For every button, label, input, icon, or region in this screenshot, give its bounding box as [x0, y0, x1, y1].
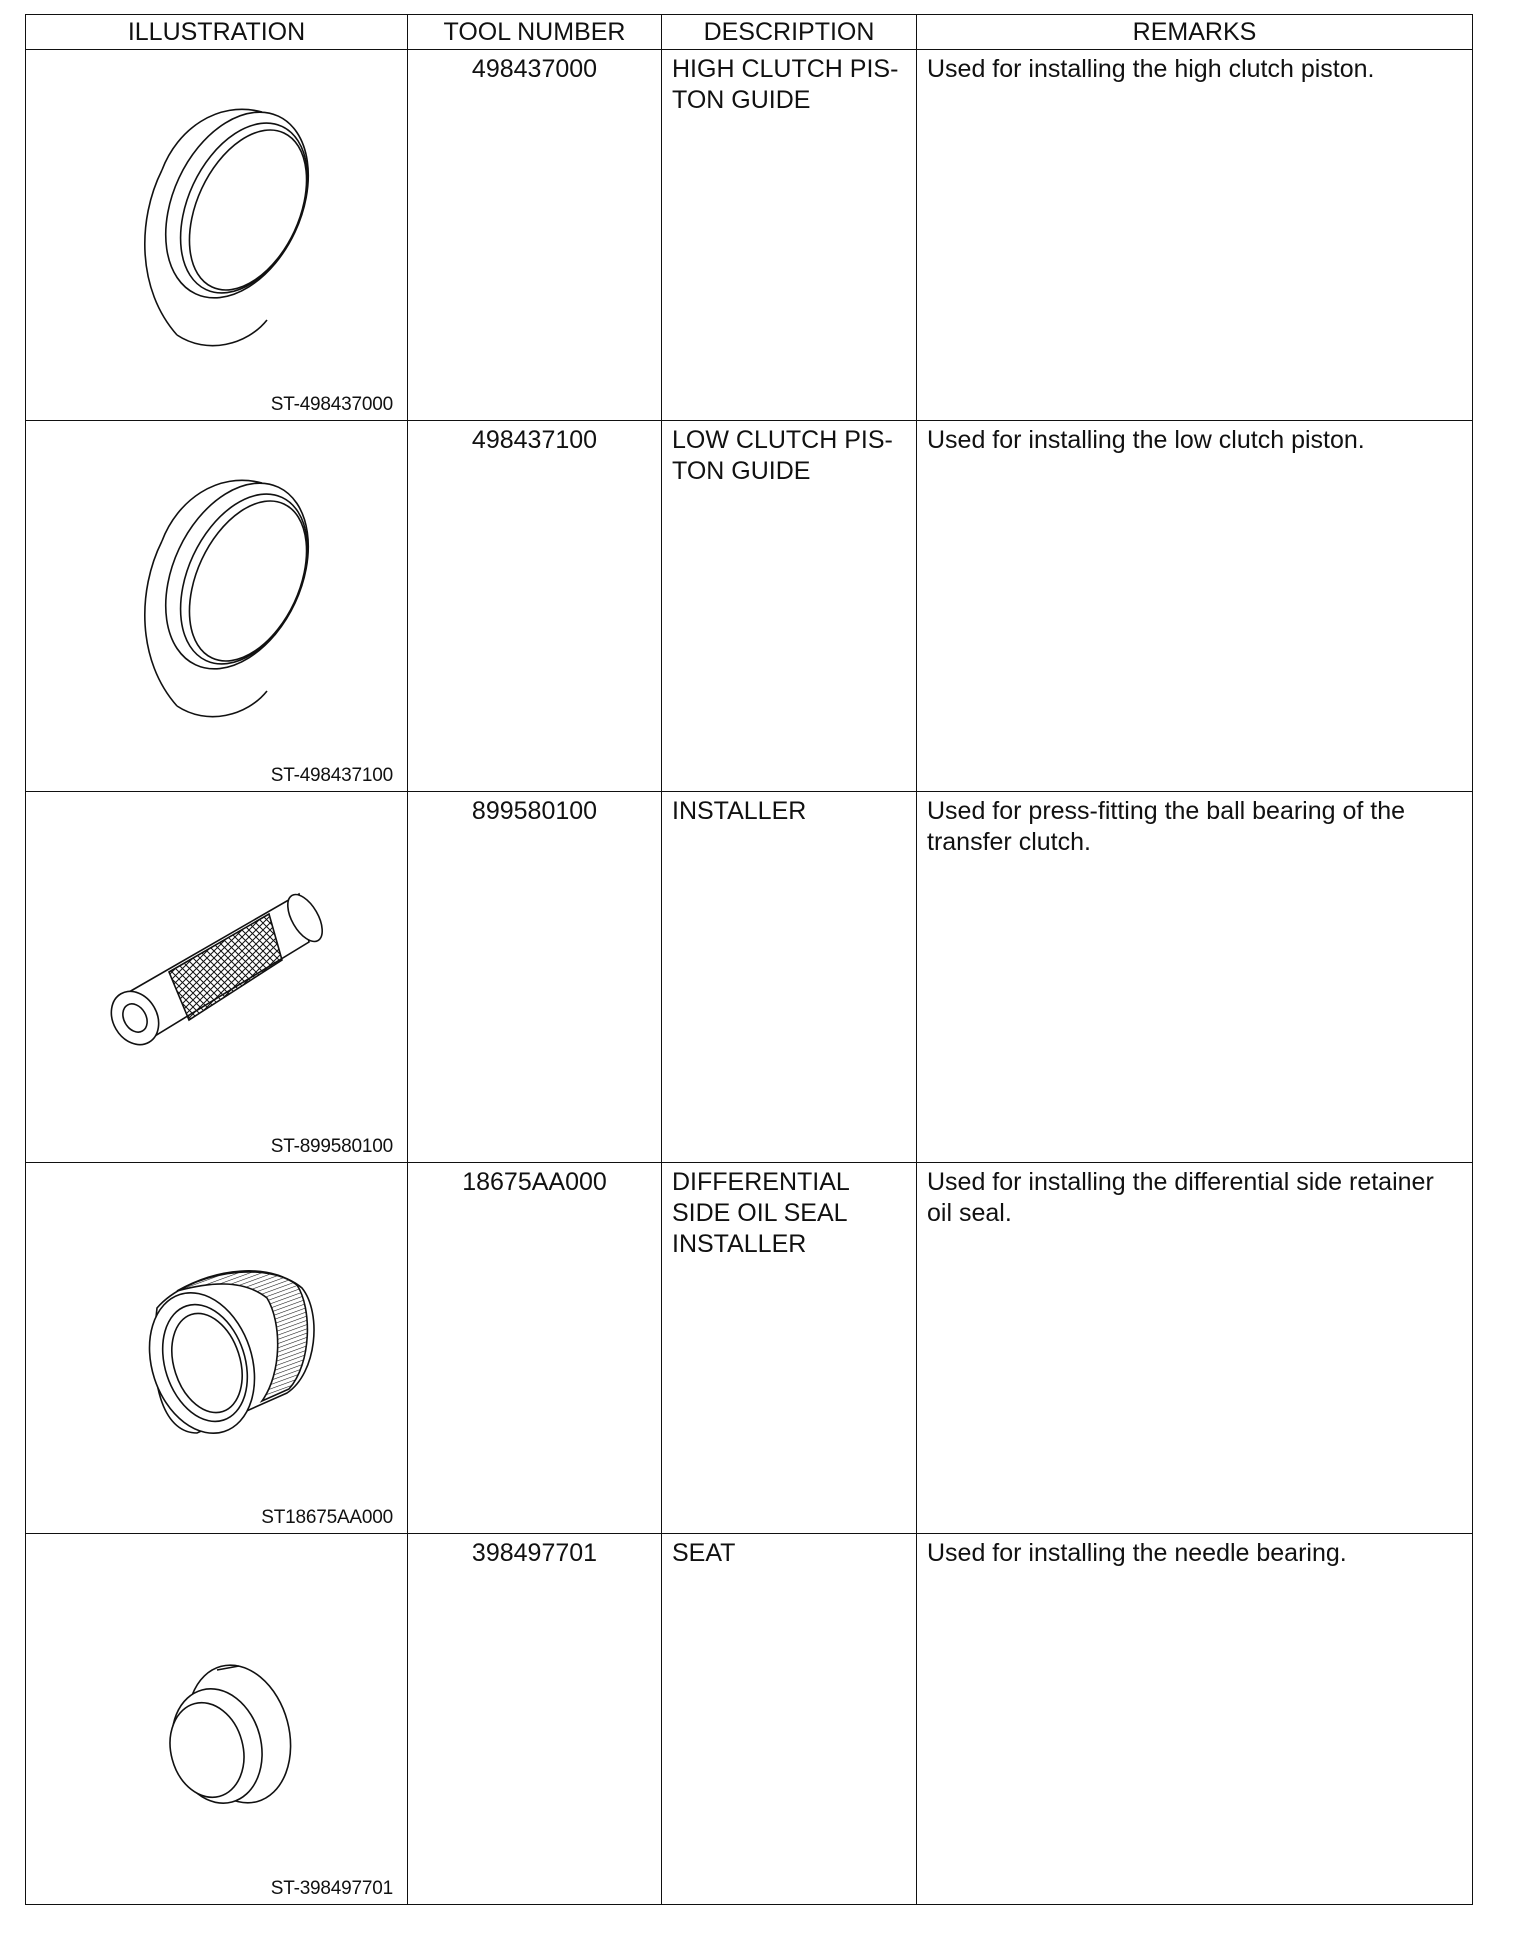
header-description: DESCRIPTION	[662, 15, 917, 50]
remarks: Used for press-fitting the ball bearing of the transfer clutch.	[917, 792, 1473, 1163]
oil-seal-installer-icon	[67, 1203, 367, 1483]
illustration-cell	[26, 792, 408, 1163]
description: LOW CLUTCH PIS- TON GUIDE	[662, 421, 917, 792]
header-illustration: ILLUSTRATION	[26, 15, 408, 50]
header-tool-number: TOOL NUMBER	[408, 15, 662, 50]
piston-guide-ring-icon	[67, 461, 367, 741]
table-row	[26, 1163, 1473, 1534]
header-remarks: REMARKS	[917, 15, 1473, 50]
remarks: Used for installing the high clutch piston.	[917, 50, 1473, 421]
illustration-cell	[26, 421, 408, 792]
illustration-code: ST-899580100	[270, 1136, 393, 1157]
table-header-row	[26, 15, 1473, 50]
tool-number: 498437100	[408, 421, 662, 792]
table-row	[26, 792, 1473, 1163]
description: DIFFERENTIAL SIDE OIL SEAL INSTALLER	[662, 1163, 917, 1534]
tool-number: 899580100	[408, 792, 662, 1163]
illustration-code: ST-498437000	[270, 394, 393, 415]
tool-number: 398497701	[408, 1534, 662, 1905]
table-row	[26, 50, 1473, 421]
tool-number: 498437000	[408, 50, 662, 421]
remarks: Used for installing the needle bearing.	[917, 1534, 1473, 1905]
stepped-seat-icon	[67, 1574, 367, 1854]
remarks: Used for installing the low clutch piston.	[917, 421, 1473, 792]
special-tools-table	[25, 14, 1473, 1905]
table-row	[26, 421, 1473, 792]
description: SEAT	[662, 1534, 917, 1905]
remarks: Used for installing the differential side retainer oil seal.	[917, 1163, 1473, 1534]
description: INSTALLER	[662, 792, 917, 1163]
illustration-cell	[26, 1534, 408, 1905]
illustration-code: ST18675AA000	[261, 1507, 393, 1528]
illustration-cell	[26, 50, 408, 421]
knurled-installer-icon	[67, 832, 367, 1112]
tool-number: 18675AA000	[408, 1163, 662, 1534]
table-row	[26, 1534, 1473, 1905]
description: HIGH CLUTCH PIS- TON GUIDE	[662, 50, 917, 421]
illustration-cell	[26, 1163, 408, 1534]
illustration-code: ST-498437100	[270, 765, 393, 786]
piston-guide-ring-icon	[67, 90, 367, 370]
illustration-code: ST-398497701	[270, 1878, 393, 1899]
